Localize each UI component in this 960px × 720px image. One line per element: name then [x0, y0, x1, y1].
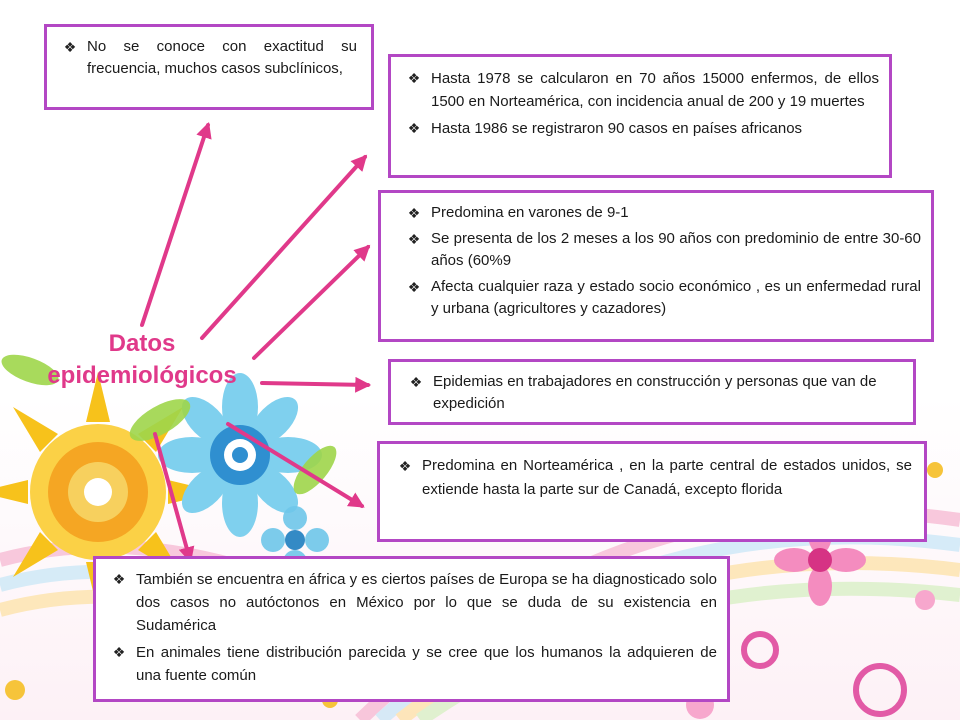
- title-line-1: Datos: [108, 330, 176, 357]
- bullet-text: Se presenta de los 2 meses a los 90 años con predominio de entre 30-60 años (60%9: [431, 230, 921, 269]
- bullet-item: [401, 202, 921, 224]
- bullet-item: [401, 228, 921, 272]
- diamond-cluster-icon: ❖: [407, 231, 421, 247]
- bullet-text: No se conoce con exactitud su frecuencia, muchos casos subclínicos,: [87, 38, 357, 77]
- diamond-cluster-icon: ❖: [398, 458, 412, 474]
- global-box: [93, 556, 730, 702]
- epidemics-box: [388, 359, 916, 425]
- bullet-item: [392, 454, 912, 502]
- bullet-item: [403, 371, 899, 415]
- diamond-cluster-icon: ❖: [409, 374, 423, 390]
- bullet-text: Hasta 1986 se registraron 90 casos en países africanos: [431, 120, 803, 137]
- diamond-cluster-icon: ❖: [63, 39, 77, 55]
- slide-title: [28, 328, 256, 392]
- diamond-cluster-icon: ❖: [112, 571, 126, 587]
- title-line-2: epidemiológicos: [47, 362, 237, 389]
- bullet-item: [401, 276, 921, 320]
- history-box: [388, 54, 892, 178]
- bullet-item: [401, 67, 879, 113]
- diamond-cluster-icon: ❖: [407, 70, 421, 86]
- bullet-item: [57, 36, 357, 80]
- diamond-cluster-icon: ❖: [407, 279, 421, 295]
- bullet-item: [106, 568, 717, 637]
- diamond-cluster-icon: ❖: [407, 120, 421, 136]
- bullet-text: También se encuentra en áfrica y es ciertos países de Europa se ha diagnosticado solo dos casos no autóctonos en México por lo que se duda de su existencia en Sudamérica: [136, 571, 717, 634]
- demographics-box: [378, 190, 934, 342]
- bullet-item: [106, 641, 717, 687]
- bullet-item: [401, 117, 879, 140]
- diamond-cluster-icon: ❖: [407, 205, 421, 221]
- bullet-text: En animales tiene distribución parecida y se cree que los humanos la adquieren de una fuente común: [136, 644, 717, 684]
- bullet-text: Hasta 1978 se calcularon en 70 años 15000 enfermos, de ellos 1500 en Norteamérica, con incidencia anual de 200 y 19 muertes: [431, 70, 879, 110]
- bullet-text: Epidemias en trabajadores en construcción y personas que van de expedición: [433, 373, 877, 412]
- bullet-text: Predomina en varones de 9-1: [431, 204, 629, 221]
- frequency-box: [44, 24, 374, 110]
- bullet-text: Predomina en Norteamérica , en la parte central de estados unidos, se extiende hasta la parte sur de Canadá, excepto florida: [422, 457, 912, 498]
- diamond-cluster-icon: ❖: [112, 644, 126, 660]
- geography-box: [377, 441, 927, 542]
- bullet-text: Afecta cualquier raza y estado socio económico , es un enfermedad rural y urbana (agricultores y cazadores): [431, 278, 921, 317]
